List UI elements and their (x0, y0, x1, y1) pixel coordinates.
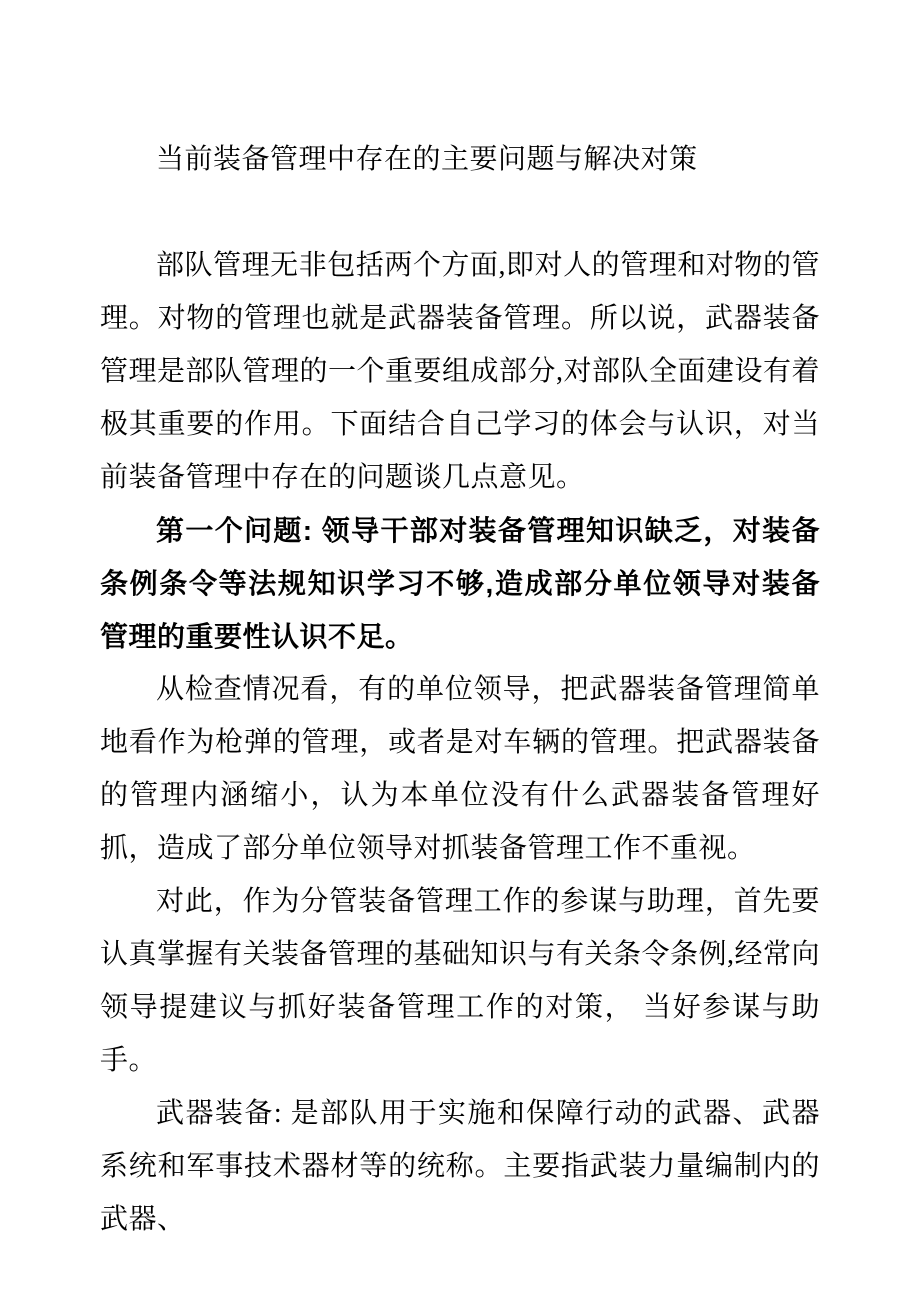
paragraph-weapon-equipment-definition: 武器装备: 是部队用于实施和保障行动的武器、武器系统和军事技术器材等的统称。主要指武装力量编制内的武器、 (100, 1098, 820, 1235)
paragraph-inspection-findings: 从检查情况看，有的单位领导，把武器装备管理简单地看作为枪弹的管理，或者是对车辆的管理。把武器装备的管理内涵缩小，认为本单位没有什么武器装备管理好抓，造成了部分单位领导对抓装备管理工作不重视。 (100, 674, 820, 864)
document-title: 当前装备管理中存在的主要问题与解决对策 (156, 144, 698, 175)
paragraph-countermeasure: 对此，作为分管装备管理工作的参谋与助理，首先要认真掌握有关装备管理的基础知识与有关条令条例,经常向领导提建议与抓好装备管理工作的对策， 当好参谋与助手。 (100, 886, 821, 1076)
paragraph-problem-one-heading: 第一个问题: 领导干部对装备管理知识缺乏，对装备条例条令等法规知识学习不够,造成部分单位领导对装备管理的重要性认识不足。 (100, 515, 820, 652)
paragraph-intro: 部队管理无非包括两个方面,即对人的管理和对物的管理。对物的管理也就是武器装备管理。所以说，武器装备管理是部队管理的一个重要组成部分,对部队全面建设有着极其重要的作用。下面结合自己学习的体会与认识，对当前装备管理中存在的问题谈几点意见。 (100, 250, 821, 493)
